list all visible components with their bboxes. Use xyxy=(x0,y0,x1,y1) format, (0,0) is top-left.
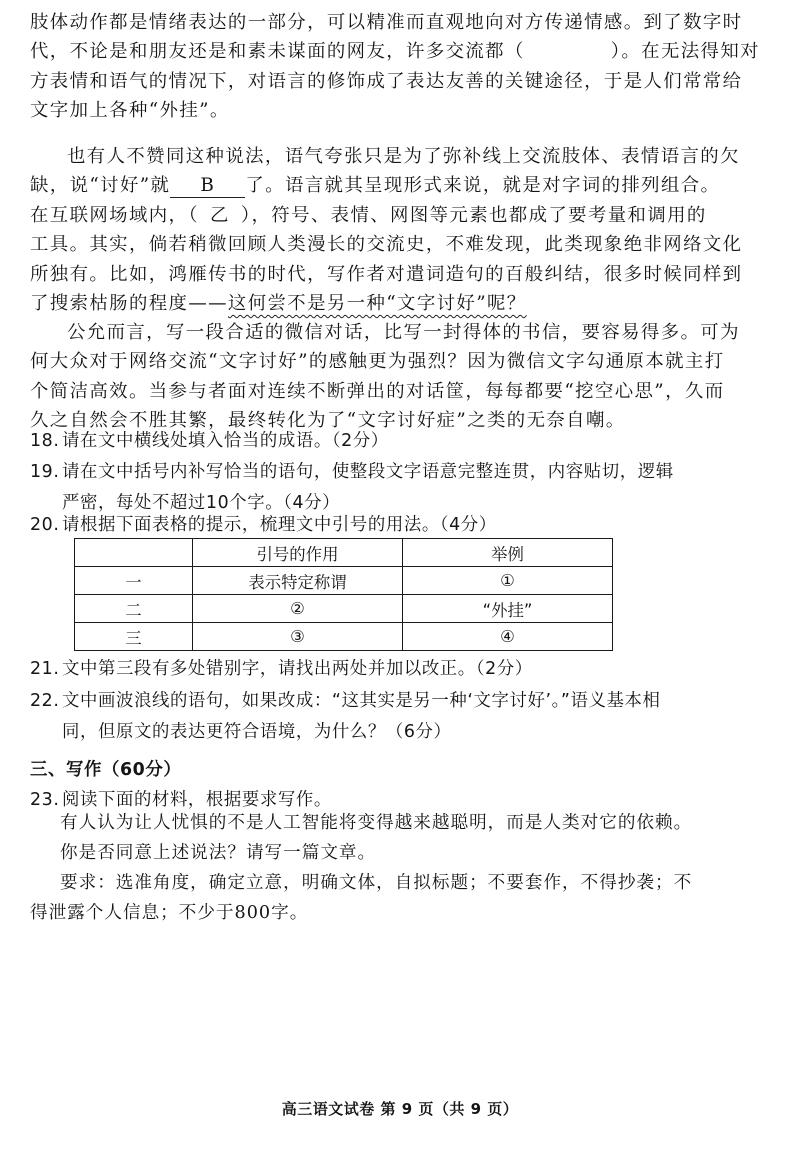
table-row xyxy=(75,567,613,595)
table-row xyxy=(75,623,613,651)
essay-requirements: 要求：选准角度，确定立意，明确文体，自拟标题；不要套作，不得抄袭；不 xyxy=(60,873,693,893)
table-header-cell: 举例 xyxy=(403,539,613,567)
table-cell: ② xyxy=(193,595,403,623)
question-19: 19. 请在文中括号内补写恰当的语句，使整段文字语意完整连贯，内容贴切，逻辑 严密，每处不超过10个字。（4分） xyxy=(30,462,674,513)
essay-requirements-cont: 得泄露个人信息；不少于800字。 xyxy=(30,903,309,923)
wavy-underlined-sentence: 这何尝不是另一种“文字讨好”呢？ xyxy=(227,292,527,314)
passage-line: 何大众对于网络交流“文字讨好”的感触更为强烈？因为微信文字勾通原本就主打 xyxy=(30,351,725,373)
essay-prompt: 你是否同意上述说法？请写一篇文章。 xyxy=(60,843,377,863)
table-header-row xyxy=(75,539,613,567)
passage-line: 肢体动作都是情绪表达的一部分，可以精准而直观地向对方传递情感。到了数字时 xyxy=(30,12,743,33)
essay-material xyxy=(60,808,770,898)
table-cell: 二 xyxy=(75,595,193,623)
question-22: 22. 文中画波浪线的语句，如果改成：“这其实是另一种‘文字讨好’。”语义基本相 同，但原文的表达更符合语境，为什么？（6分） xyxy=(30,691,661,742)
question-23: 23. 阅读下面的材料，根据要求写作。 xyxy=(30,790,332,810)
fill-blank-b: B xyxy=(170,175,245,198)
passage-line: 缺，说“讨好”就 B 了。语言就其呈现形式来说，就是对字词的排列组合。 xyxy=(30,175,721,197)
passage-line: 在互联网场域内，（ 乙 ），符号、表情、网图等元素也都成了要考量和调用的 xyxy=(30,201,770,230)
question-20: 20. 请根据下面表格的提示，梳理文中引号的用法。（4分） xyxy=(30,515,497,535)
passage-line: 久之自然会不胜其繁，最终转化为了“文字讨好症”之类的无奈自嘲。 xyxy=(30,410,626,432)
passage-line: 代，不论是和朋友还是和素未谋面的网友，许多交流都（ ）。在无法得知对 xyxy=(30,41,760,63)
passage-line: 也有人不赞同这种说法，语气夸张只是为了弥补线上交流肢体、表情语言的欠 xyxy=(67,146,740,167)
table-cell: 一 xyxy=(75,567,193,595)
passage-line: 方表情和语气的情况下，对语言的修饰成了表达友善的关键途径，于是人们常常给 xyxy=(30,70,743,92)
table-cell: ① xyxy=(403,567,613,595)
table-header-cell xyxy=(75,539,193,567)
table-cell: “外挂” xyxy=(403,595,613,623)
table-cell: ③ xyxy=(193,623,403,651)
passage-line: 文字加上各种“外挂”。 xyxy=(30,100,230,122)
passage-line: 所独有。比如，鸿雁传书的时代，写作者对遣词造句的百般纠结，很多时候同样到 xyxy=(30,263,743,285)
section-title-writing: 三、写作（60分） xyxy=(30,760,182,780)
table-cell: 三 xyxy=(75,623,193,651)
passage-line: 了搜索枯肠的程度——这何尝不是另一种“文字讨好”呢？ xyxy=(30,292,527,314)
quotation-usage-table xyxy=(74,538,613,651)
page-footer: 高三语文试卷 第 9 页（共 9 页） xyxy=(281,1100,519,1118)
passage-line: 工具。其实，倘若稍微回顾人类漫长的交流史，不难发现，此类现象绝非网络文化 xyxy=(30,234,743,256)
question-21: 21. 文中第三段有多处错别字，请找出两处并加以改正。（2分） xyxy=(30,659,533,679)
table-cell: 表示特定称谓 xyxy=(193,567,403,595)
paren-blank-yi: 乙 xyxy=(210,204,230,226)
table-cell: ④ xyxy=(403,623,613,651)
material-text: 有人认为让人忧惧的不是人工智能将变得越来越聪明，而是人类对它的依赖。 xyxy=(60,813,693,833)
passage-line: 公允而言，写一段合适的微信对话，比写一封得体的书信，要容易得多。可为 xyxy=(67,322,740,343)
passage-paragraph-2 xyxy=(30,142,770,318)
table-row xyxy=(75,595,613,623)
passage-line: 个简洁高效。当参与者面对连续不断弹出的对话筐，每每都要“挖空心思”，久而 xyxy=(30,380,725,402)
table-header-cell: 引号的作用 xyxy=(193,539,403,567)
question-18: 18. 请在文中横线处填入恰当的成语。（2分） xyxy=(30,431,389,451)
passage-paragraph-1 xyxy=(30,8,770,126)
passage-paragraph-3 xyxy=(30,318,770,436)
